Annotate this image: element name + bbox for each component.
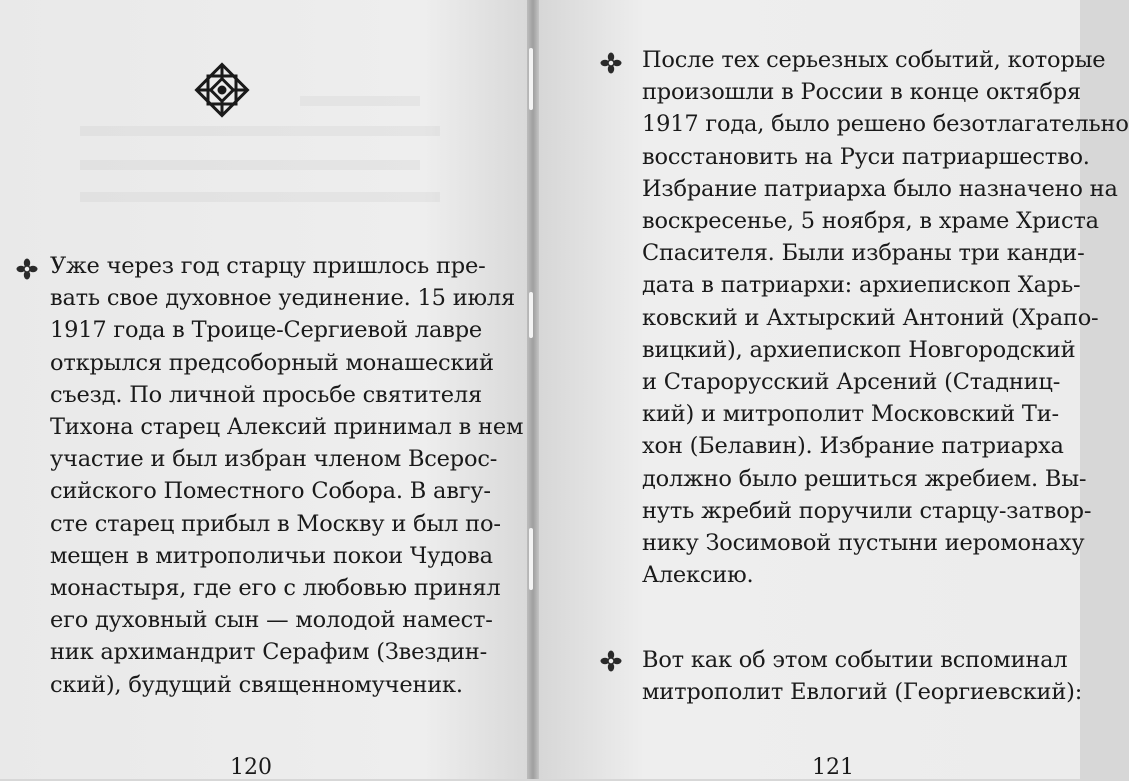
show-through-text	[80, 192, 440, 202]
show-through-text	[300, 96, 420, 106]
flower-bullet-icon	[600, 52, 622, 74]
text-line: съезд. По личной просьбе святителя	[50, 381, 483, 408]
text-line: нуть жребий поручили старцу-затвор-	[642, 497, 1092, 524]
text-line: воскресенье, 5 ноября, в храме Христа	[642, 208, 1099, 235]
text-line: ковский и Ахтырский Антоний (Храпо-	[642, 304, 1099, 331]
text-line: открылся предсоборный монашеский	[50, 349, 494, 376]
text-line: сийского Поместного Собора. В авгу-	[50, 478, 491, 505]
knot-ornament-icon	[190, 58, 254, 122]
binding-stitch	[529, 292, 533, 338]
page-number-left: 120	[230, 755, 272, 780]
text-line: Уже через год старцу пришлось пре-	[50, 253, 486, 279]
show-through-text	[80, 126, 440, 136]
binding-stitch	[529, 528, 533, 590]
book-gutter	[527, 0, 539, 779]
text-line: Спасителя. Были избраны три канди-	[642, 240, 1085, 267]
text-line: Тихона старец Алексий принимал в нем	[50, 414, 524, 441]
right-page-paragraph-2	[642, 644, 1083, 708]
text-line: вать свое духовное уединение. 15 июля	[50, 285, 516, 312]
text-line: сте старец прибыл в Москву и был по-	[50, 510, 501, 537]
text-line: дата в патриархи: архиепископ Харь-	[642, 272, 1081, 299]
text-line: должно было решиться жребием. Вы-	[642, 465, 1087, 492]
text-line: кий) и митрополит Московский Ти-	[642, 401, 1059, 428]
text-line: ник архимандрит Серафим (Звездин-	[50, 639, 487, 666]
text-line: Избрание патриарха было назначено на	[642, 175, 1118, 202]
text-line: монастыря, где его с любовью принял	[50, 575, 501, 602]
binding-stitch	[529, 48, 533, 110]
text-line: его духовный сын — молодой намест-	[50, 607, 493, 634]
text-line: нику Зосимовой пустыни иеромонаху	[642, 530, 1085, 557]
left-page-paragraph	[50, 250, 524, 701]
right-page-paragraph-1	[642, 44, 1129, 591]
text-line: Вот как об этом событии вспоминал	[642, 647, 1068, 673]
text-line: и Старорусский Арсений (Стадниц-	[642, 369, 1061, 396]
text-line: 1917 года, было решено безотлагательно	[642, 111, 1129, 138]
flower-bullet-icon	[16, 258, 38, 280]
text-line: вицкий), архиепископ Новгородский	[642, 336, 1076, 363]
text-line: хон (Белавин). Избрание патриарха	[642, 433, 1064, 460]
flower-bullet-icon	[600, 650, 622, 672]
text-line: ский), будущий священномученик.	[50, 671, 463, 698]
text-line: участие и был избран членом Всерос-	[50, 446, 498, 473]
text-line: произошли в России в конце октября	[642, 79, 1081, 106]
text-line: митрополит Евлогий (Георгиевский):	[642, 679, 1083, 706]
text-line: 1917 года в Троице-Сергиевой лавре	[50, 317, 483, 344]
page-number-right: 121	[812, 755, 854, 780]
text-line: восстановить на Руси патриаршество.	[642, 143, 1090, 170]
text-line: Алексию.	[642, 562, 754, 589]
text-line: мещен в митрополичьи покои Чудова	[50, 542, 493, 569]
show-through-text	[80, 160, 420, 170]
text-line: После тех серьезных событий, которые	[642, 47, 1106, 73]
